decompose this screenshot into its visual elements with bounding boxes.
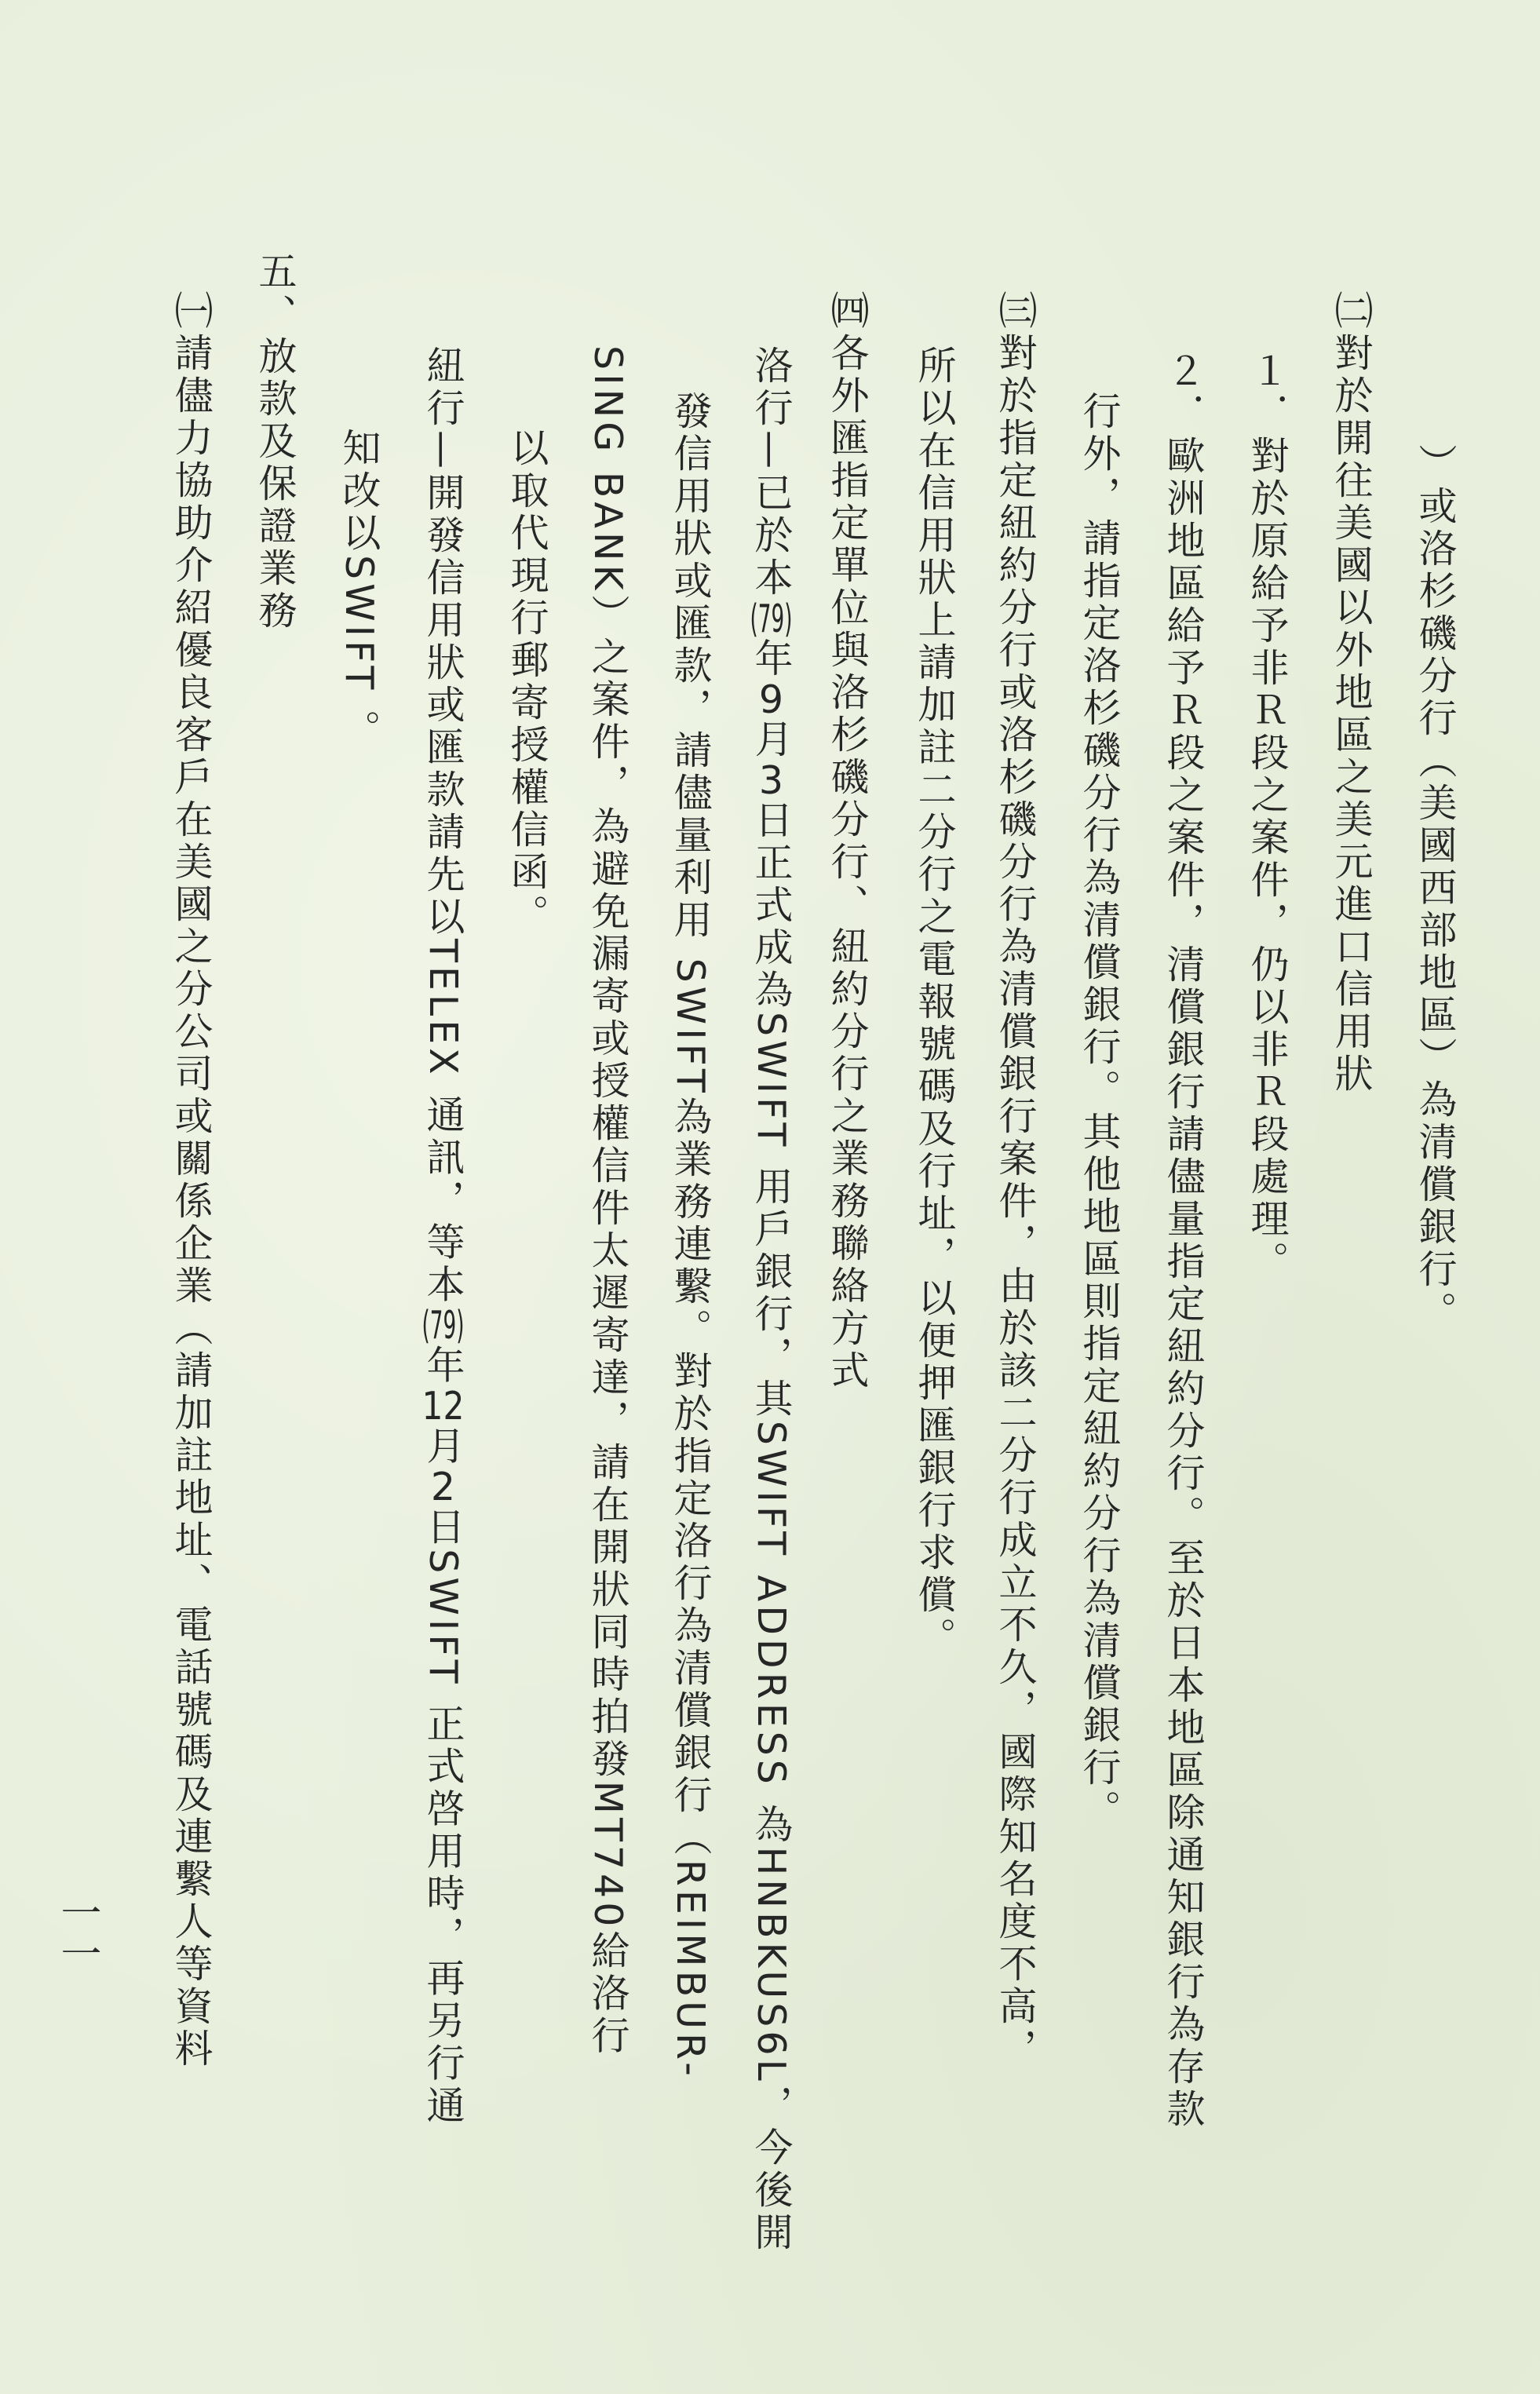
text-line: 紐行—開發信用狀或匯款請先以TELEX 通訊，等本(79)年12月2日SWIFT 正式啓用時，再另行通	[421, 345, 465, 2128]
upright-number: (79)	[750, 600, 793, 638]
section-heading: ㈢對於指定紐約分行或洛杉磯分行為清償銀行案件，由於該二分行成立不久，國際知名度不高，	[993, 290, 1038, 2071]
text-line: 所以在信用狀上請加註二分行之電報號碼及行址，以便押匯銀行求償。	[912, 345, 957, 1659]
text-line: SING BANK）之案件，為避免漏寄或授權信件太遲寄達，請在開狀同時拍發MT740給洛行	[586, 345, 630, 2058]
upright-number: (79)	[421, 1306, 465, 1345]
upright-number: 2	[430, 1468, 456, 1507]
text-line: 行外，請指定洛杉磯分行為清償銀行。其他地區則指定紐約分行為清償銀行。	[1077, 391, 1122, 1832]
text-line: 洛行—已於本(79)年9月3日正式成為SWIFT 用戶銀行，其SWIFT ADDRESS 為HNBKUS6L，今後開	[749, 345, 794, 2254]
section-heading: ㈠請儘力協助介紹優良客戶在美國之分公司或關係企業（請加註地址、電話號碼及連繫人等資料	[169, 290, 213, 2071]
list-item: ２．歐洲地區給予Ｒ段之案件，清償銀行請儘量指定紐約分行。至於日本地區除通知銀行為存款	[1161, 351, 1206, 2131]
upright-number: 12	[421, 1387, 465, 1426]
page-number: 一一	[53, 1892, 100, 1973]
upright-number: 3	[758, 761, 784, 800]
text-line: 發信用狀或匯款，請儘量利用 SWIFT為業務連繫。對於指定洛行為清償銀行（REIMBUR-	[668, 391, 713, 2080]
text-line: 以取代現行郵寄授權信函。	[505, 428, 549, 936]
text-line: ）或洛杉磯分行（美國西部地區）為清償銀行。	[1413, 443, 1458, 1334]
section-heading: ㈡對於開往美國以外地區之美元進口信用狀	[1329, 290, 1374, 1096]
upright-number: 9	[758, 681, 784, 719]
text-line: 知改以SWIFT 。	[337, 428, 381, 752]
chapter-heading: 五、放款及保證業務	[253, 251, 297, 633]
list-item: １．對於原給予非Ｒ段之案件，仍以非Ｒ段處理。	[1245, 351, 1290, 1283]
section-heading: ㈣各外匯指定單位與洛杉磯分行、紐約分行之業務聯絡方式	[825, 290, 870, 1392]
